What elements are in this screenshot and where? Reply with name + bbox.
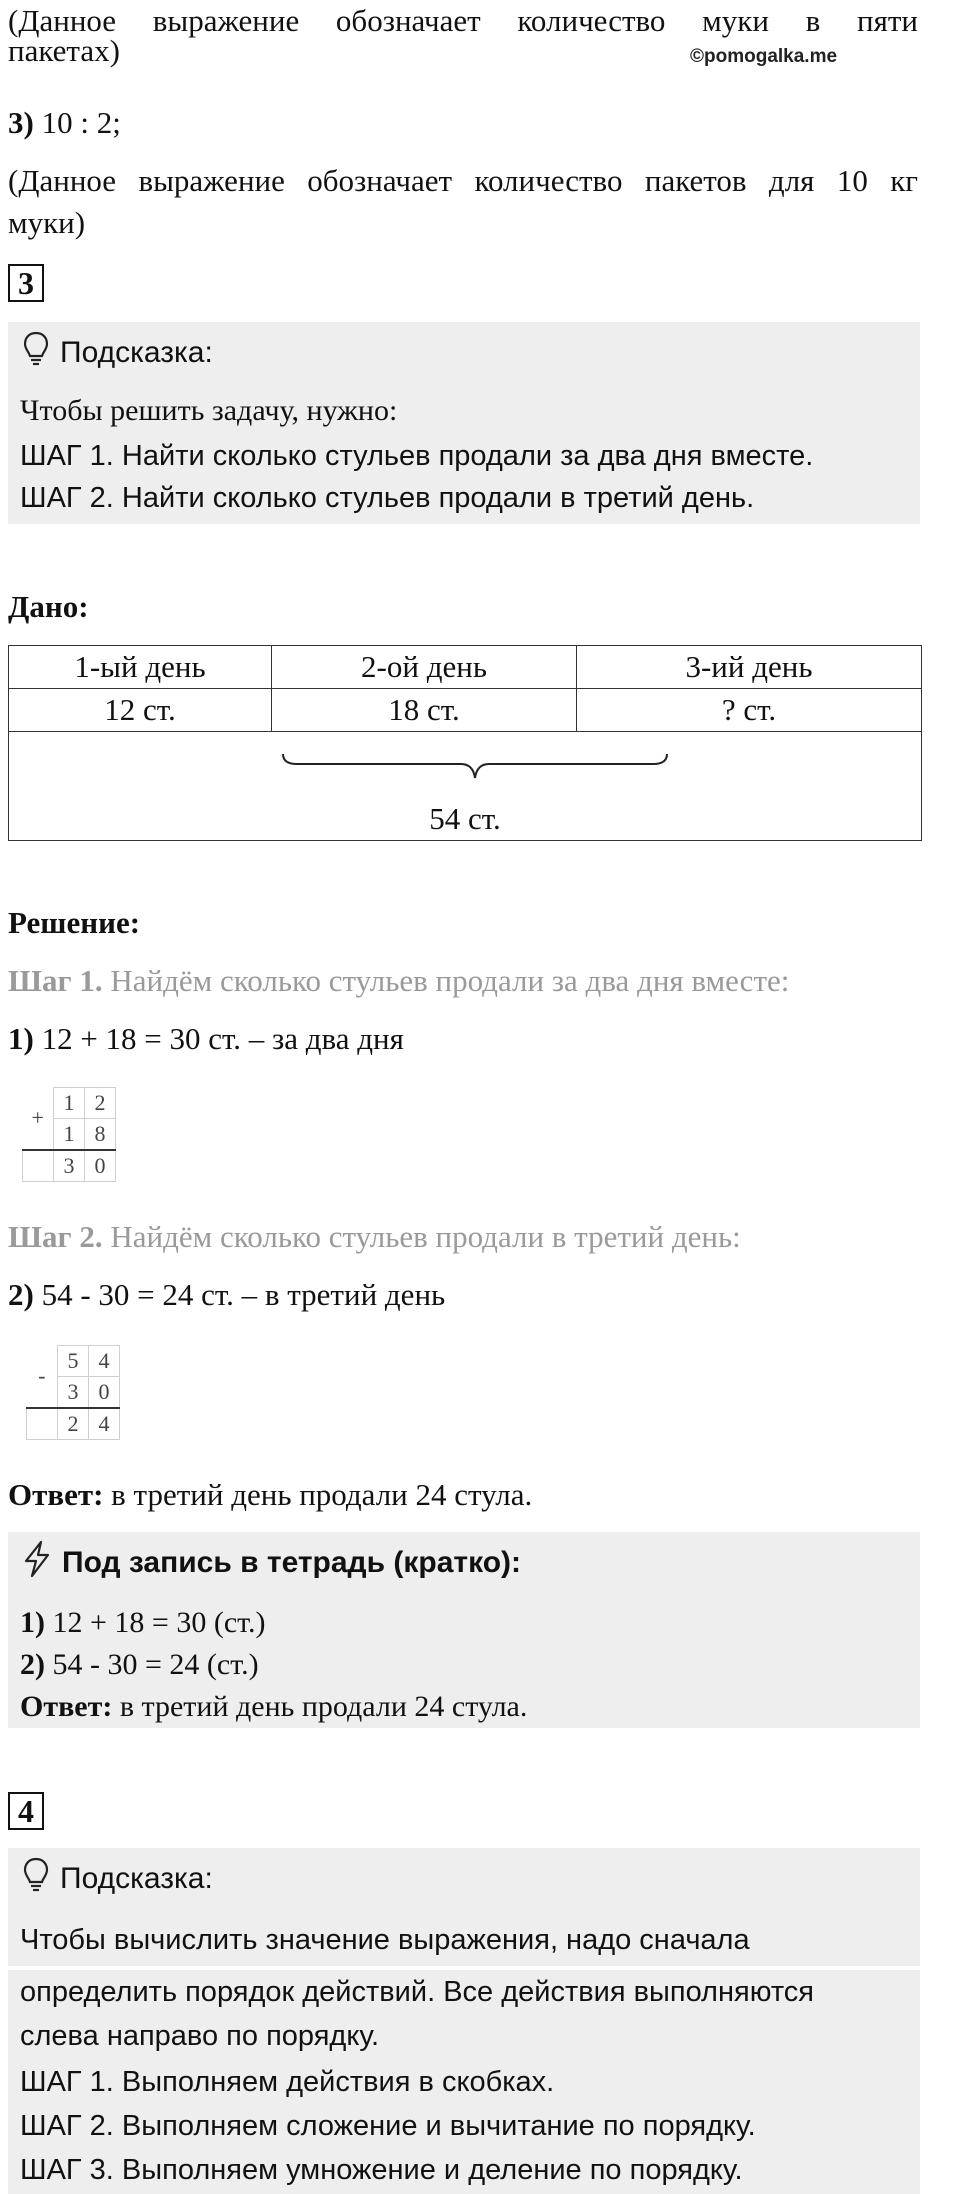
given-table [8,645,922,841]
column-digit: 1 [54,1119,85,1151]
column-digit: 1 [54,1088,85,1119]
prev-note-line2: муки) [8,205,86,240]
column-addition [22,1087,116,1182]
hint-step-1 [20,2060,554,2104]
hint-step-text: Выполняем умножение и деление по порядку. [113,2154,743,2186]
hint-step-1 [20,434,813,478]
column-row [27,1346,120,1377]
calculation-2 [8,1274,445,1316]
prev-text-line1: (Данное выражение обозначает количество муки в пяти [8,3,918,38]
hint-step-label: ШАГ 2. [20,482,114,514]
notebook-title: Под запись в тетрадь (кратко): [62,1546,522,1579]
column-digit: 0 [89,1377,120,1409]
hint-step-text: Выполняем сложение и вычитание по порядку. [113,2110,756,2142]
column-sign: - [38,1363,46,1389]
hint-box-task4 [8,1848,920,2194]
notebook-box [8,1532,920,1728]
hint-step-2 [20,2104,756,2148]
solution-label: Решение: [8,905,141,940]
hint-step-text: Выполняем действия в скобках. [113,2066,555,2098]
column-result-row [27,1408,120,1440]
column-spacer [23,1150,54,1182]
curly-brace-icon [277,750,677,790]
column-digit: 3 [54,1150,85,1182]
notebook-line-1 [20,1602,266,1644]
answer-label: Ответ: [8,1477,104,1512]
calculation-1 [8,1018,404,1060]
given-table-header-row [9,646,922,689]
given-table-header: 2-ой день [272,646,577,689]
column-digit: 2 [85,1088,116,1119]
solution-step-text: Найдём сколько стульев продали в третий день: [102,1219,741,1254]
notebook-answer-text: в третий день продали 24 стула. [112,1690,528,1723]
solution-step2 [8,1216,741,1258]
column-row [23,1088,116,1119]
prev-item3 [8,102,121,144]
column-spacer [27,1408,58,1440]
hint-header [22,330,213,376]
given-table-header: 3-ий день [577,646,922,689]
column-digit: 2 [58,1408,89,1440]
solution-step-label: Шаг 1. [8,963,103,998]
given-table-values-row [9,689,922,732]
given-label: Дано: [8,589,89,624]
prev-item3-number: 3) [8,105,34,140]
hint-line: слева направо по порядку. [20,2020,380,2052]
column-sign: + [31,1105,44,1131]
column-digit: 8 [85,1119,116,1151]
hint-step-label: ШАГ 3. [20,2154,114,2186]
task-number-3: 3 [8,264,44,302]
hint-line: определить порядок действий. Все действия выполняются [20,1976,814,2008]
solution-step-text: Найдём сколько стульев продали за два дня вместе: [102,963,790,998]
answer-text: в третий день продали 24 стула. [103,1477,533,1512]
hint-step-text: Найти сколько стульев продали за два дня вместе. [113,440,814,472]
prev-note-line1: (Данное выражение обозначает количество пакетов для 10 кг [8,163,918,198]
watermark: ©pomogalka.me [690,46,838,67]
column-subtraction [26,1345,120,1440]
column-result-row [23,1150,116,1182]
solution-step-label: Шаг 2. [8,1219,103,1254]
lightbulb-icon [22,1856,50,1902]
notebook-line-number: 1) [20,1606,45,1639]
solution-step1 [8,960,789,1002]
notebook-line-text: 12 + 18 = 30 (ст.) [45,1606,266,1639]
notebook-line-number: 2) [20,1648,45,1681]
calculation-text: 54 - 30 = 24 ст. – в третий день [33,1277,446,1312]
calculation-number: 2) [8,1277,34,1312]
column-digit: 0 [85,1150,116,1182]
given-table-total: 54 ст. [429,801,501,836]
column-digit: 5 [58,1346,89,1377]
lightbulb-icon [22,330,50,376]
notebook-header [22,1540,521,1586]
prev-text-line2: пакетах) [8,33,120,68]
hint-header [22,1856,213,1902]
column-digit: 4 [89,1346,120,1377]
given-table-cell: 18 ст. [272,689,577,732]
hint-step-label: ШАГ 1. [20,440,114,472]
column-digit: 4 [89,1408,120,1440]
hint-step-text: Найти сколько стульев продали в третий день. [113,482,755,514]
lightning-icon [22,1540,52,1586]
given-table-cell: 12 ст. [9,689,272,732]
hint-line: Чтобы вычислить значение выражения, надо сначала [20,1924,750,1956]
task-number-4: 4 [8,1792,44,1830]
notebook-answer-label: Ответ: [20,1690,113,1723]
hint-step-label: ШАГ 1. [20,2066,114,2098]
column-digit: 3 [58,1377,89,1409]
notebook-line-text: 54 - 30 = 24 (ст.) [45,1648,259,1681]
given-table-total-row [9,732,922,841]
hint-step-3 [20,2148,743,2192]
given-table-total-cell [9,732,922,841]
hint-intro: Чтобы решить задачу, нужно: [20,394,398,427]
given-table-cell: ? ст. [577,689,922,732]
hint-step-2 [20,476,754,520]
calculation-text: 12 + 18 = 30 ст. – за два дня [33,1021,404,1056]
answer [8,1474,532,1516]
given-table-header: 1-ый день [9,646,272,689]
notebook-line-2 [20,1644,259,1686]
hint-box-task3 [8,322,920,524]
hint-title: Подсказка: [60,1862,213,1895]
calculation-number: 1) [8,1021,34,1056]
hint-step-label: ШАГ 2. [20,2110,114,2142]
prev-item3-expression: 10 : 2; [33,105,121,140]
notebook-answer [20,1686,527,1728]
hint-title: Подсказка: [60,336,213,369]
